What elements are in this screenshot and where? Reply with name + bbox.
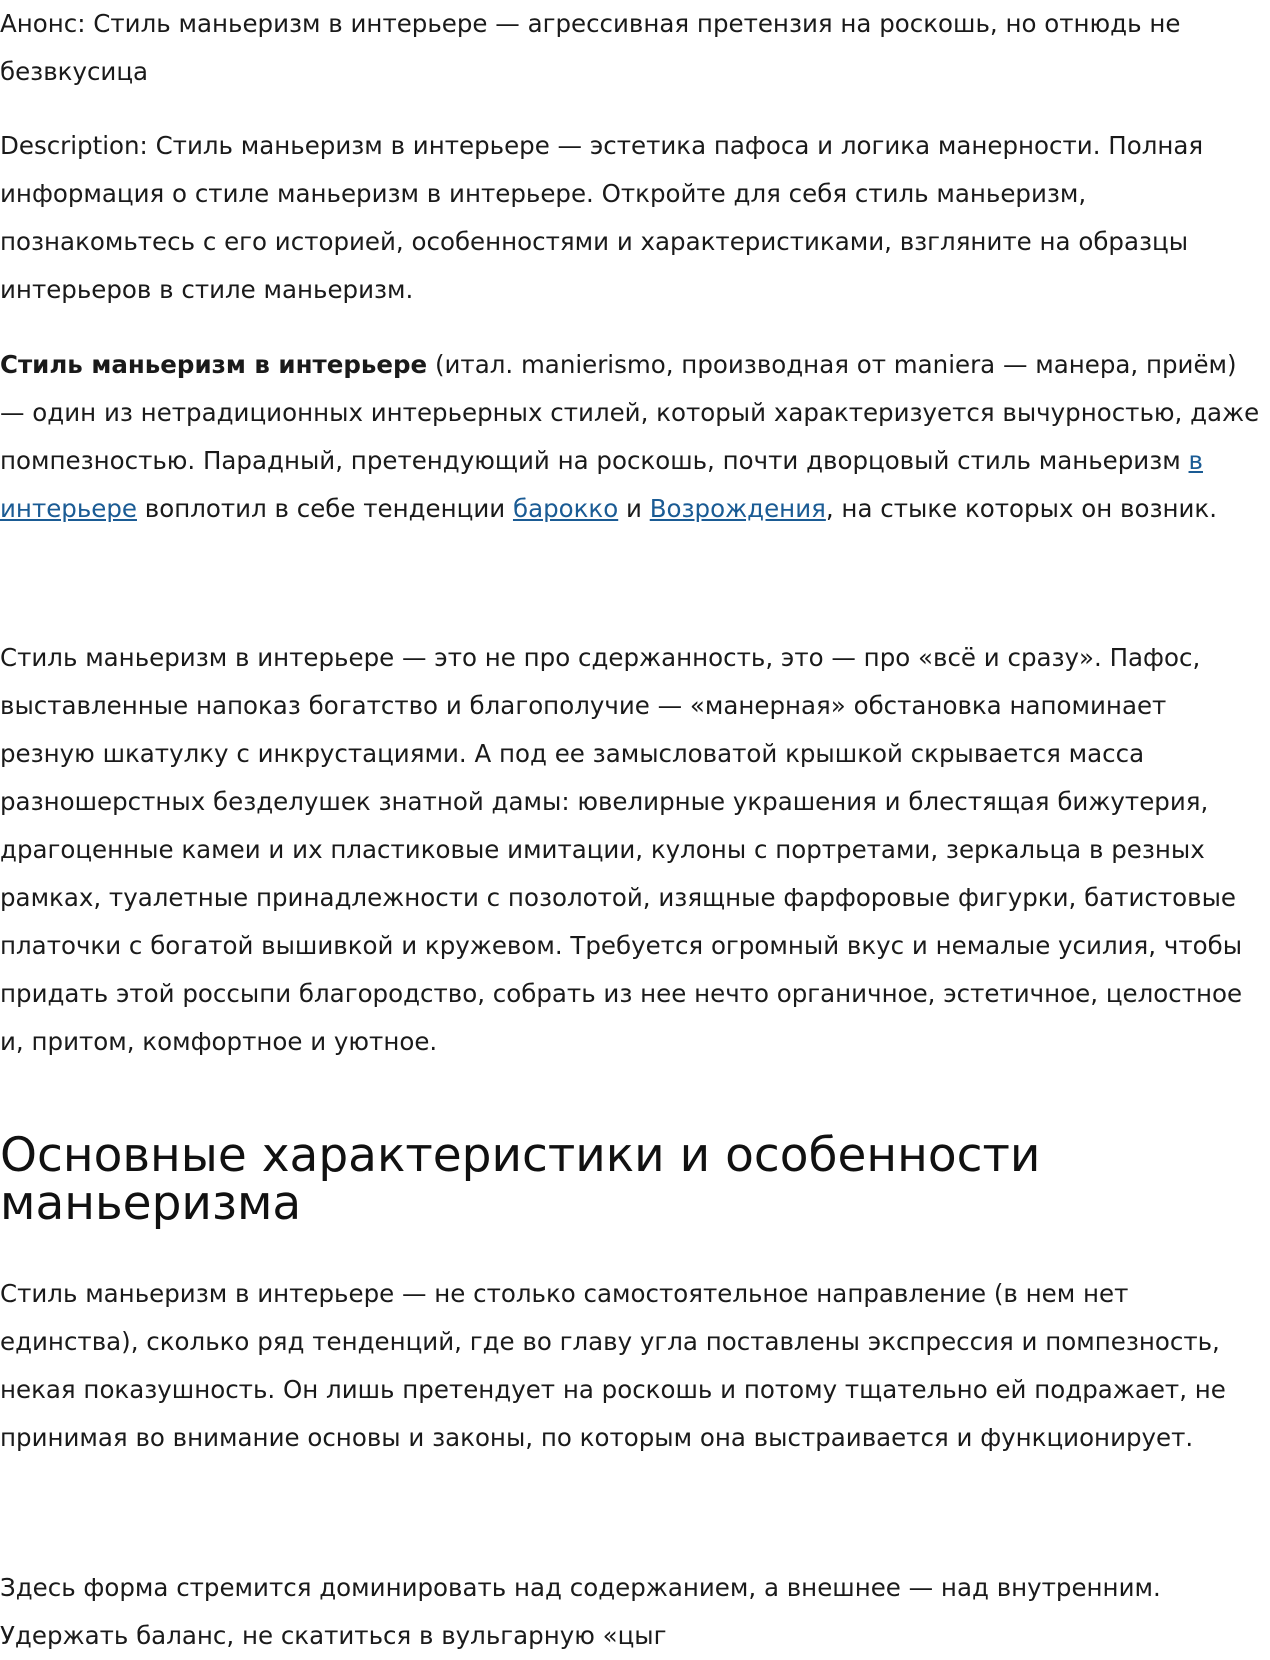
link-baroque[interactable]: барокко: [512, 494, 619, 523]
link-renaissance[interactable]: Возрождения: [649, 494, 826, 523]
section-heading: Основные характеристики и особенности маньеризма: [0, 1128, 1041, 1231]
intro-text-4: , на стыке которых он возник.: [825, 494, 1218, 523]
body-paragraph-4: Здесь форма стремится доминировать над содержанием, а внешнее — над внутренним. Удержать баланс, не скатиться в вульгарную «цыг: [0, 1573, 1161, 1650]
link-interior[interactable]: в интерьере: [0, 446, 1203, 523]
body-paragraph-2: Стиль маньеризм в интерьере — это не про сдержанность, это — про «всё и сразу». Пафос, выставленные напоказ богатство и благополучие — «манерная» обстановка напоминает резную шкатулку с инкрустациями. А под ее замысловатой крышкой скрывается масса разношерстных безделушек знатной дамы: ювелирные украшения и блестящая бижутерия, драгоценные камеи и их пластиковые имитации, кулоны с портретами, зеркальца в резных рамках, туалетные принадлежности с позолотой, изящные фарфоровые фигурки, батистовые платочки с богатой вышивкой и кружевом. Требуется огромный вкус и немалые усилия, чтобы придать этой россыпи благородство, собрать из нее нечто органичное, эстетичное, целостное и, притом, комфортное и уютное.: [0, 643, 1243, 1056]
description-paragraph: Description: Стиль маньеризм в интерьере — эстетика пафоса и логика манерности. Полная информация о стиле маньеризм в интерьере. Откройте для себя стиль маньеризм, познакомьтесь с его историей, особенностями и характеристиками, взгляните на образцы интерьеров в стиле маньеризм.: [0, 131, 1204, 304]
intro-text-1: (итал. manierismo, производная от maniera — манера, приём) — один из нетрадиционных интерьерных стилей, который характеризуется вычурностью, даже помпезностью. Парадный, претендующий на роскошь, почти дворцовый стиль маньеризм: [0, 350, 1260, 475]
intro-paragraph: [0, 341, 1268, 533]
intro-text-2: воплотил в себе тенденции: [136, 494, 513, 523]
body-paragraph-3: Стиль маньеризм в интерьере — не столько самостоятельное направление (в нем нет единства), сколько ряд тенденций, где во главу угла поставлены экспрессия и помпезность, некая показушность. Он лишь претендует на роскошь и потому тщательно ей подражает, не принимая во внимание основы и законы, по которым она выстраивается и функционирует.: [0, 1279, 1226, 1452]
intro-bold-term: Стиль маньеризм в интерьере: [0, 350, 428, 379]
anons-paragraph: Анонс: Стиль маньеризм в интерьере — агрессивная претензия на роскошь, но отнюдь не безвкусица: [0, 9, 1181, 86]
intro-text-3: и: [618, 494, 650, 523]
